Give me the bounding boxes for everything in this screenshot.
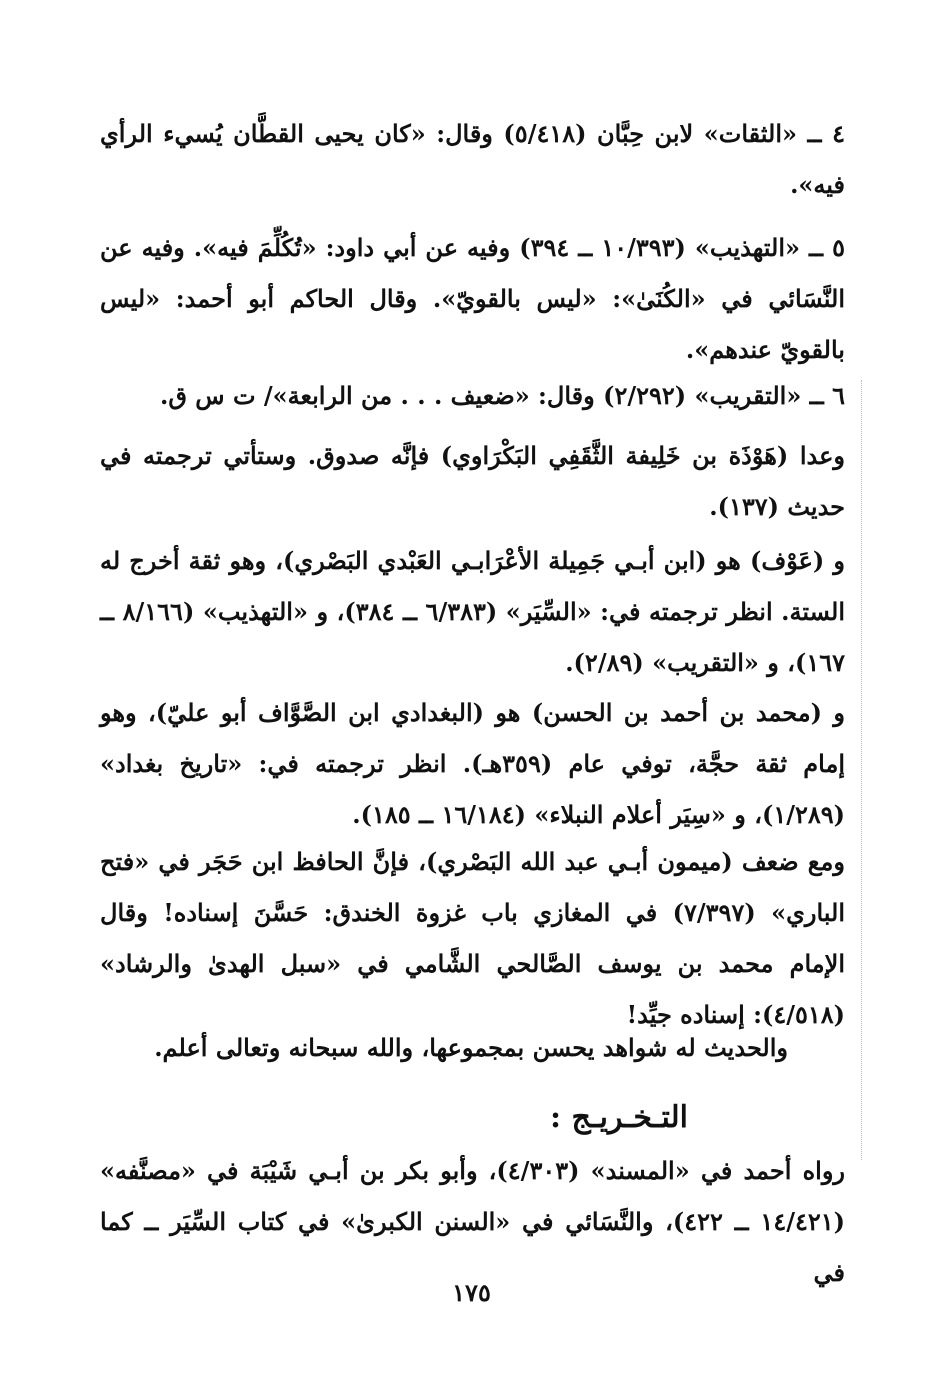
footnote-paragraph-5: ٥ ــ «التهذيب» (١٠/٣٩٣ ــ ٣٩٤) وفيه عن أبي داود: «تُكُلِّمَ فيه». وفيه عن النَّسَائي في «الكُنَىٰ»: «ليس بالقويّ». وقال الحاكم أبو أحمد: «ليس بالقويّ عندهم». xyxy=(100,233,845,364)
paragraph-takhrij: رواه أحمد في «المسند» (٤/٣٠٣)، وأبو بكر بن أبـي شَيْبَة في «مصنَّفه» (١٤/٤٢١ ــ ٤٢٢)، والنَّسَائي في «السنن الكبرىٰ» في كتاب السِّيَر ــ كما في xyxy=(100,1156,845,1287)
margin-dotted-line xyxy=(861,380,865,1160)
section-heading-takhrij: التـخـريـج : xyxy=(549,1100,688,1135)
footnote-paragraph-4: ٤ ــ «الثقات» لابن حِبَّان (٥/٤١٨) وقال: «كان يحيى القطَّان يُسيء الرأي فيه». xyxy=(100,119,845,199)
footnote-paragraph-6: ٦ ــ «التقريب» (٢/٢٩٢) وقال: «ضعيف . . . من الرابعة»/ ت س ق. xyxy=(159,381,845,410)
paragraph-maymun: ومع ضعف (ميمون أبـي عبد الله البَصْري)، فإنَّ الحافظ ابن حَجَر في «فتح الباري» (٧/٣٩٧) في المغازي باب غزوة الخندق: حَسَّنَ إسناده! وقال الإمام محمد بن يوسف الصَّالحي الشَّامي في «سبل الهدىٰ والرشاد» (٤/٥١٨): إسناده جيِّد! xyxy=(100,847,845,1029)
paragraph-awf: و (عَوْف) هو (ابن أبـي جَمِيلة الأعْرَابـي العَبْدي البَصْري)، وهو ثقة أخرج له الستة. انظر ترجمته في: «السِّيَر» (٦/٣٨٣ ــ ٣٨٤)، و «التهذيب» (٨/١٦٦ ــ ١٦٧)، و «التقريب» (٢/٨٩). xyxy=(100,546,846,677)
paragraph-hawdha: وعدا (هَوْذَة بن خَلِيفة الثَّقَفِي البَكْرَاوي) فإنَّه صدوق. وستأتي ترجمته في حديث (١٣٧). xyxy=(100,441,845,521)
paragraph-muhammad: و (محمد بن أحمد بن الحسن) هو (البغدادي ابن الصَّوَّاف أبو عليّ)، وهو إمام ثقة حجَّة، توفي عام (٣٥٩هـ). انظر ترجمته في: «تاريخ بغداد» (١/٢٨٩)، و «سِيَر أعلام النبلاء» (١٦/١٨٤ ــ ١٨٥). xyxy=(100,698,845,829)
page-number: ١٧٥ xyxy=(452,1278,491,1307)
paragraph-conclusion: والحديث له شواهد يحسن بمجموعها، والله سبحانه وتعالى أعلم. xyxy=(154,1033,788,1062)
